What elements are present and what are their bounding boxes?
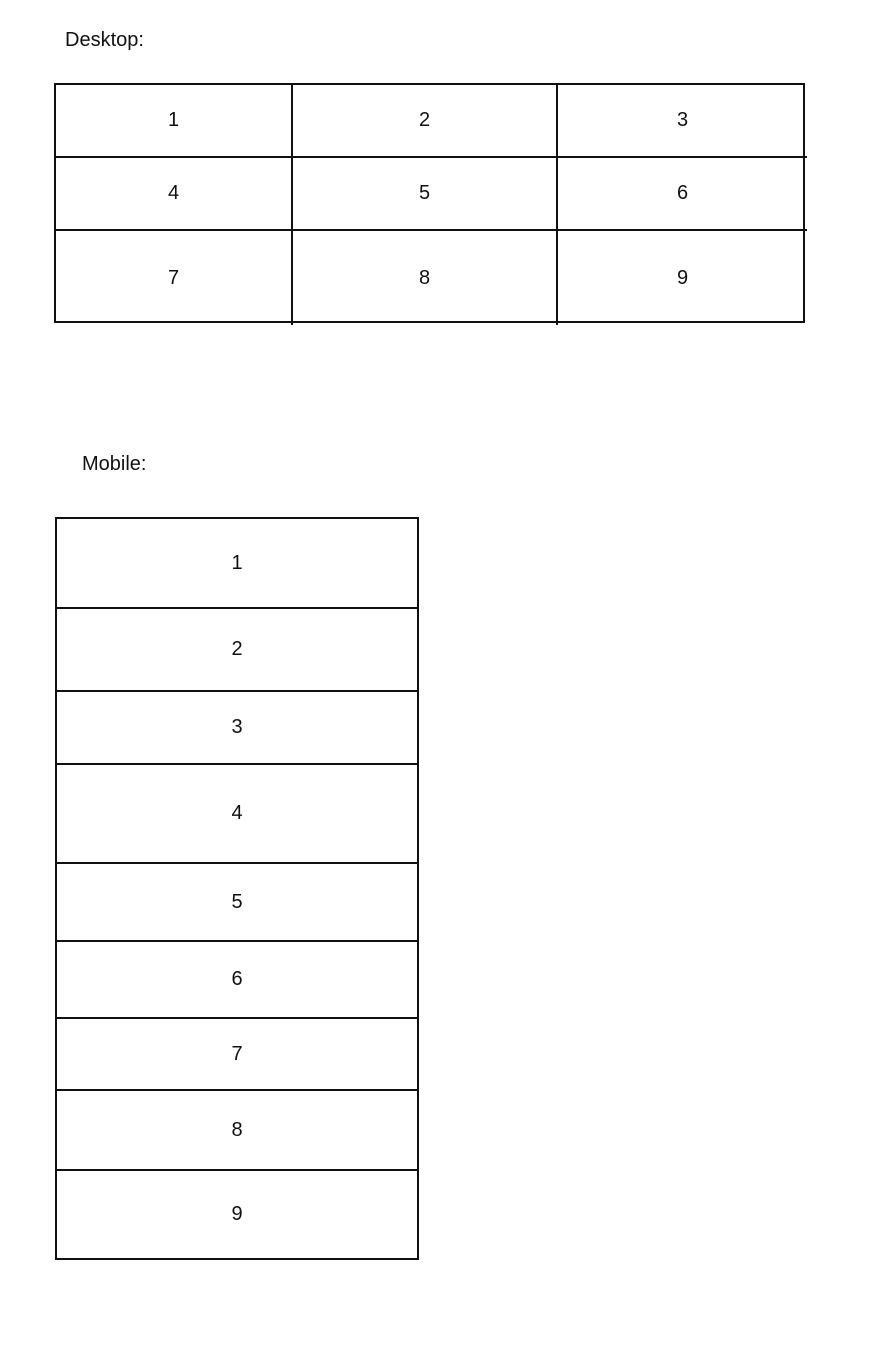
mobile-cell: 1: [57, 519, 417, 609]
mobile-cell: 7: [57, 1019, 417, 1091]
desktop-label: Desktop:: [65, 29, 144, 51]
desktop-cell: 1: [56, 85, 293, 158]
mobile-cell: 4: [57, 765, 417, 864]
desktop-grid: [54, 83, 805, 323]
mobile-cell: 5: [57, 864, 417, 942]
mobile-stack: [55, 517, 419, 1260]
desktop-cell: 2: [293, 85, 558, 158]
desktop-cell: 4: [56, 158, 293, 231]
desktop-cell: 3: [558, 85, 807, 158]
mobile-cell: 6: [57, 942, 417, 1019]
desktop-cell: 8: [293, 231, 558, 325]
desktop-cell: 7: [56, 231, 293, 325]
mobile-label: Mobile:: [82, 453, 147, 475]
mobile-cell: 9: [231, 1203, 243, 1225]
desktop-cell: 5: [293, 158, 558, 231]
mobile-cell: 8: [57, 1091, 417, 1171]
desktop-cell: 6: [558, 158, 807, 231]
mobile-cell: 2: [57, 609, 417, 692]
mobile-cell: 3: [57, 692, 417, 765]
desktop-cell: 9: [676, 266, 689, 289]
